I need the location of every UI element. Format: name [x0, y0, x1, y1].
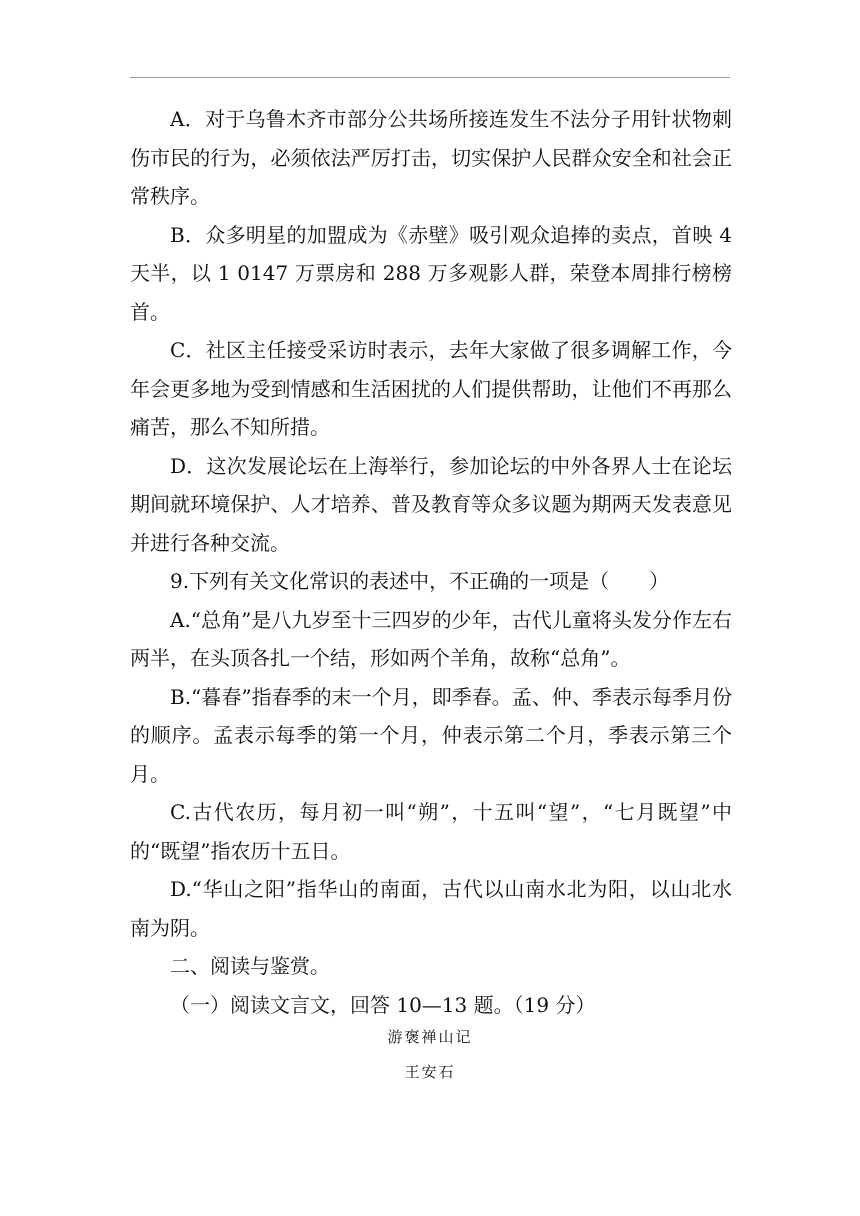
option-c-paragraph: C．社区主任接受采访时表示，去年大家做了很多调解工作，今年会更多地为受到情感和生活困扰的人们提供帮助，让他们不再那么痛苦，那么不知所措。 — [130, 338, 732, 439]
header-rule — [130, 77, 730, 78]
document-body — [130, 100, 732, 1024]
section-heading: 二、阅读与鉴赏。 — [170, 954, 330, 978]
question-9-option-c: C.古代农历，每月初一叫“朔”，十五叫“望”，“七月既望”中的“既望”指农历十五日。 — [130, 800, 732, 863]
question-9-option-a: A.“总角”是八九岁至十三四岁的少年，古代儿童将头发分作左右两半，在头顶各扎一个结，形如两个羊角，故称“总角”。 — [130, 607, 732, 670]
question-9-option-b: B.“暮春”指春季的末一个月，即季春。孟、仲、季表示每季月份的顺序。孟表示每季的第一个月，仲表示第二个月，季表示第三个月。 — [130, 684, 732, 786]
option-b-paragraph: B．众多明星的加盟成为《赤壁》吸引观众追捧的卖点，首映 4天半，以 1 0147 万票房和 288 万多观影人群，荣登本周排行榜榜首。 — [130, 222, 732, 324]
option-a-paragraph: A．对于乌鲁木齐市部分公共场所接连发生不法分子用针状物刺伤市民的行为，必须依法严厉打击，切实保护人民群众安全和社会正常秩序。 — [130, 107, 732, 208]
question-9-stem: 9.下列有关文化常识的表述中，不正确的一项是（ ） — [170, 569, 670, 593]
reading-instructions: （一）阅读文言文，回答 10—13 题。（19 分） — [170, 992, 596, 1017]
passage-author: 王安石 — [404, 1063, 456, 1081]
option-d-paragraph: D．这次发展论坛在上海举行，参加论坛的中外各界人士在论坛期间就环境保护、人才培养、普及教育等众多议题为期两天发表意见并进行各种交流。 — [130, 453, 732, 555]
question-9-option-d: D.“华山之阳”指华山的南面，古代以山南水北为阳，以山北水南为阴。 — [130, 877, 732, 940]
passage-title: 游褒禅山记 — [387, 1028, 473, 1046]
